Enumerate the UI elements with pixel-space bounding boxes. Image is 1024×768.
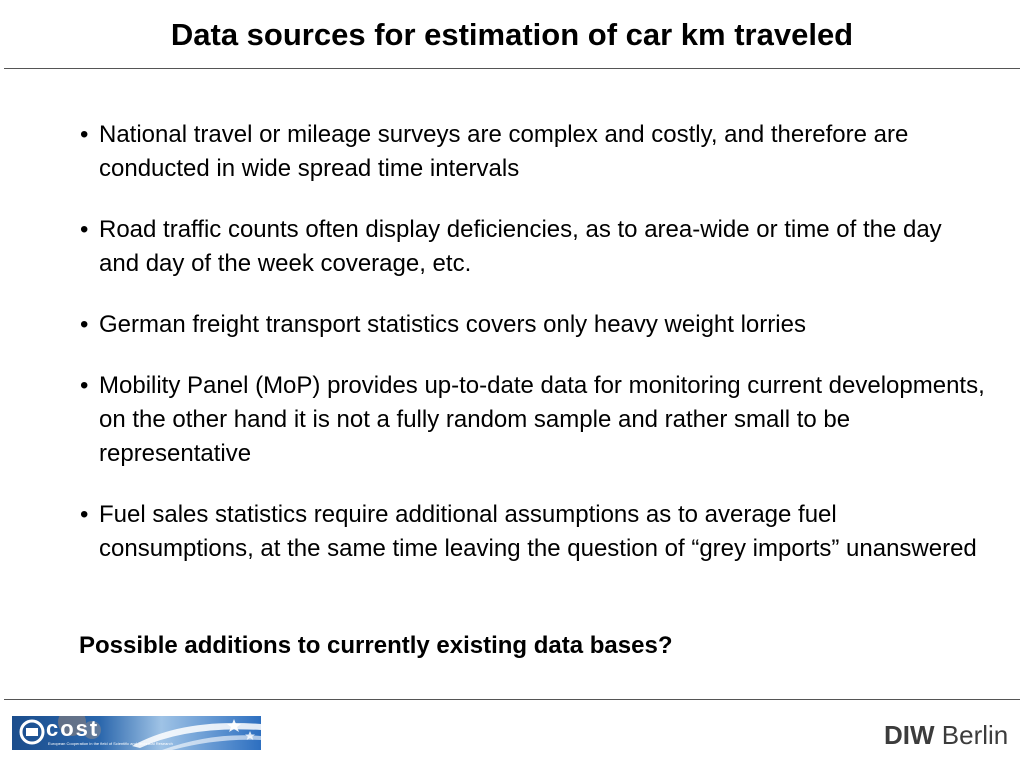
bullet-text: National travel or mileage surveys are complex and costly, and therefore are conducted in wide spread time intervals [99, 121, 909, 182]
closing-question: Possible additions to currently existing data bases? [79, 632, 673, 659]
title-divider [4, 68, 1020, 69]
bullet-marker: • [80, 216, 89, 243]
diw-berlin-logo [884, 720, 1008, 750]
bullet-text: Road traffic counts often display deficiencies, as to area-wide or time of the day and day of the week coverage, etc. [99, 216, 942, 277]
bullet-text: German freight transport statistics covers only heavy weight lorries [99, 311, 806, 338]
diw-logo-light: Berlin [941, 720, 1009, 750]
cost-logo [12, 716, 261, 750]
bullet-item [76, 213, 986, 281]
cost-logo-wordmark: cost [46, 716, 100, 741]
cost-logo-tagline: European Cooperation in the field of Scientific and Technical Research [48, 741, 173, 746]
bullet-item [76, 308, 986, 342]
bullet-marker: • [80, 372, 89, 399]
bullet-item [76, 369, 986, 471]
diw-logo-strong: DIW [884, 720, 935, 750]
bullet-list [76, 118, 986, 593]
bullet-marker: • [80, 311, 89, 338]
cost-emblem-icon [21, 721, 43, 743]
slide-title: Data sources for estimation of car km traveled [170, 17, 854, 52]
bullet-text: Fuel sales statistics require additional assumptions as to average fuel consumptions, at the same time leaving the question of “grey imports” unanswered [99, 501, 977, 562]
bullet-text: Mobility Panel (MoP) provides up-to-date data for monitoring current developments, on the other hand it is not a fully random sample and rather small to be representative [99, 372, 985, 467]
footer-divider [4, 699, 1020, 700]
bullet-item [76, 118, 986, 186]
bullet-marker: • [80, 501, 89, 528]
bullet-marker: • [80, 121, 89, 148]
bullet-item [76, 498, 986, 566]
